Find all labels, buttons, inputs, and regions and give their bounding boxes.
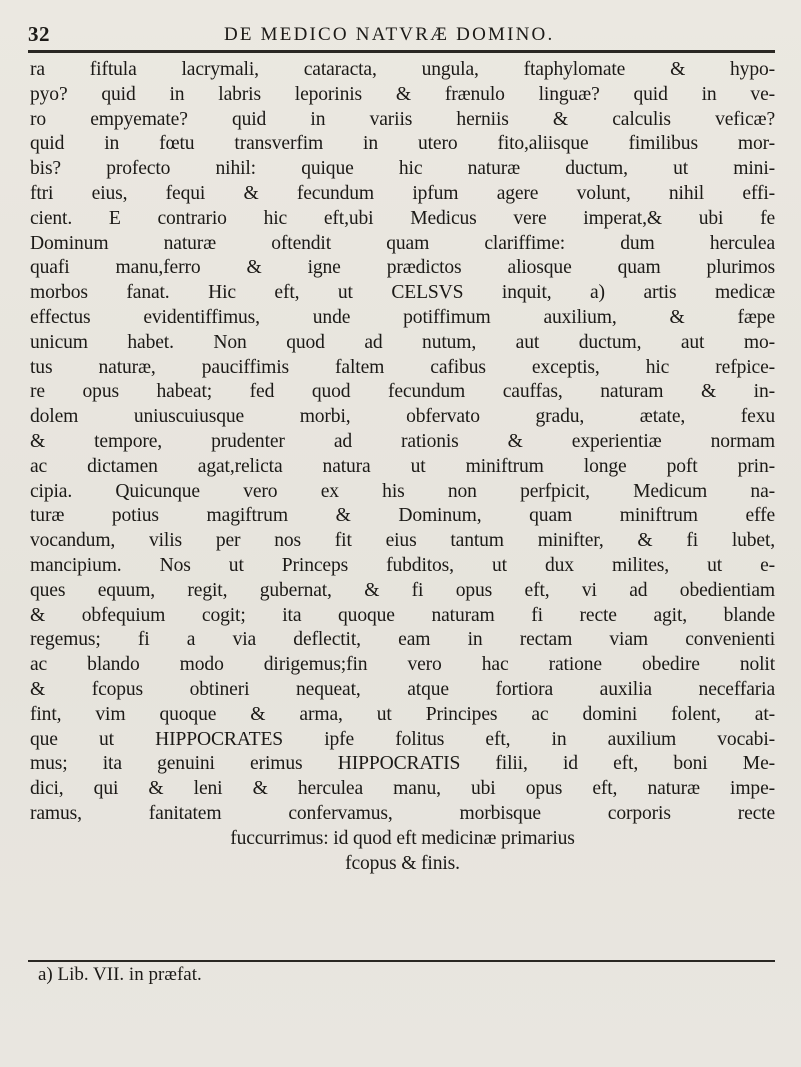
page-number: 32 [28, 22, 50, 46]
text-line: ra fiftula lacrymali, cataracta, ungula, ftaphylomate & hypo- [30, 59, 775, 80]
text-line: & fcopus obtineri nequeat, atque fortiora auxilia neceffaria [30, 678, 775, 700]
text-line: unicum habet. Non quod ad nutum, aut ductum, aut mo- [30, 331, 775, 353]
text-line: Dominum naturæ oftendit quam clariffime: dum herculea [30, 232, 775, 254]
text-line: dolem uniuscuiusque morbi, obfervato gradu, ætate, fexu [30, 406, 775, 428]
text-line: vocandum, vilis per nos fit eius tantum minifter, & fi lubet, [30, 530, 775, 552]
text-line: quafi manu,ferro & igne prædictos aliosque quam plurimos [30, 257, 775, 279]
body-text [30, 58, 775, 876]
footnote-rule [28, 960, 775, 962]
text-line: & obfequium cogit; ita quoque naturam fi recte agit, blande [30, 604, 775, 626]
text-line: turæ potius magiftrum & Dominum, quam miniftrum effe [30, 505, 775, 527]
text-line: cipia. Quicunque vero ex his non perfpicit, Medicum na- [30, 480, 775, 502]
text-line: bis? profecto nihil: quique hic naturæ ductum, ut mini- [30, 158, 775, 180]
running-head: DE MEDICO NATVRÆ DOMINO. [224, 24, 555, 45]
text-line: regemus; fi a via deflectit, eam in rectam viam convenienti [30, 629, 775, 651]
text-line: & tempore, prudenter ad rationis & experientiæ normam [30, 430, 775, 452]
text-line: ro empyemate? quid in variis herniis & calculis veficæ? [30, 108, 775, 130]
text-line: pyo? quid in labris leporinis & frænulo linguæ? quid in ve- [30, 83, 775, 105]
text-line: morbos fanat. Hic eft, ut CELSVS inquit, a) artis medicæ [30, 282, 775, 304]
text-line: ftri eius, fequi & fecundum ipfum agere volunt, nihil effi- [30, 182, 775, 204]
text-line: cient. E contrario hic eft,ubi Medicus vere imperat,& ubi fe [30, 207, 775, 229]
footnote: a) Lib. VII. in præfat. [38, 964, 202, 985]
text-line: fint, vim quoque & arma, ut Principes ac domini folent, at- [30, 703, 775, 725]
page-header [28, 22, 773, 52]
text-line: ac dictamen agat,relicta natura ut miniftrum longe poft prin- [30, 455, 775, 477]
text-line: fcopus & finis. [345, 852, 460, 874]
text-line: que ut HIPPOCRATES ipfe folitus eft, in auxilium vocabi- [30, 728, 775, 750]
text-line: re opus habeat; fed quod fecundum cauffas, naturam & in- [30, 381, 775, 403]
text-line: dici, qui & leni & herculea manu, ubi opus eft, naturæ impe- [30, 778, 775, 800]
text-line: ramus, fanitatem confervamus, morbisque corporis recte [30, 802, 775, 824]
text-line: ac blando modo dirigemus;fin vero hac ratione obedire nolit [30, 654, 775, 676]
text-line: tus naturæ, pauciffimis faltem cafibus exceptis, hic refpice- [30, 356, 775, 378]
header-rule [28, 50, 775, 53]
text-line: ques equum, regit, gubernat, & fi opus eft, vi ad obedientiam [30, 579, 775, 601]
text-line: fuccurrimus: id quod eft medicinæ primarius [230, 827, 575, 849]
text-line: mus; ita genuini erimus HIPPOCRATIS filii, id eft, boni Me- [30, 753, 775, 775]
text-line: mancipium. Nos ut Princeps fubditos, ut dux milites, ut e- [30, 554, 775, 576]
text-line: effectus evidentiffimus, unde potiffimum auxilium, & fæpe [30, 306, 775, 328]
text-line: quid in fœtu transverfim in utero fito,aliisque fimilibus mor- [30, 133, 775, 155]
